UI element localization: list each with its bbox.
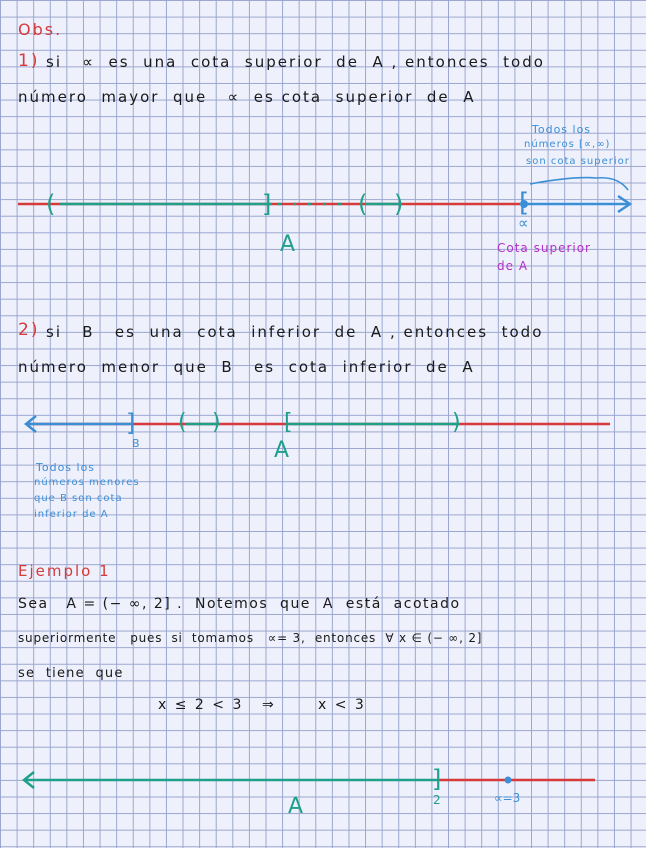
obs-title: Obs. [18,20,63,39]
line2-close-paren: ) [212,410,223,435]
item1-line2: número mayor que ∝ es cota superior de A [18,88,476,106]
item2-line1: si B es una cota inferior de A , entonces todo [46,323,544,341]
example-line2: superiormente pues si tomamos ∝= 3, entonces ∀ x ∈ (− ∞, 2] [18,631,483,645]
line1-open-paren-2: ( [358,190,370,218]
line2-open-bracket: [ [284,410,295,435]
line1-open-paren: ( [46,190,58,218]
item2-number: 2) [18,320,40,340]
line1-alpha-bracket: [ [519,188,532,218]
line1-close-bracket: ] [262,190,274,218]
item2-note-line4: inferior de A [34,509,109,520]
item1-note-line1: Todos los [532,123,592,136]
item1-note-line2: números [∝,∞) [524,139,611,150]
item2-note-line2: números menores [34,477,140,488]
cota-superior-label-2: de A [497,259,529,273]
line1-set-label: A [280,232,298,257]
item1-number: 1) [18,51,40,71]
number-line-2 [26,416,610,432]
cota-superior-label: Cota superior [497,241,591,255]
item2-note-line1: Todos los [36,461,96,474]
example-line3: se tiene que [18,666,124,681]
line1-alpha-symbol: ∝ [518,214,531,232]
item2-line2: número menor que B es cota inferior de A [18,358,475,376]
line3-close-bracket: ] [432,765,444,793]
line2-set-label: A [274,438,292,463]
number-line-3 [24,772,595,788]
number-line-1 [18,178,630,212]
line2-beta-bracket: ] [126,409,138,437]
example-title: Ejemplo 1 [18,562,111,580]
line1-close-paren: ) [394,190,406,218]
line3-set-label: A [288,794,306,819]
item1-note-line3: son cota superior [526,156,630,167]
line2-close-paren-2: ) [452,410,463,435]
line2-beta-symbol: B [132,437,142,450]
item2-note-line3: que B son cota [34,493,123,504]
example-inequality-right: x < 3 [318,697,366,713]
line3-alpha-label: ∝=3 [494,791,521,805]
example-line1: Sea A = (− ∞, 2] . Notemos que A está acotado [18,596,461,612]
line3-tick-2: 2 [433,793,443,807]
line2-open-paren: ( [178,410,189,435]
example-inequality-left: x ≤ 2 < 3 [158,697,244,713]
item1-line1: si ∝ es una cota superior de A , entonces todo [46,53,545,71]
example-implies: ⇒ [262,697,276,713]
